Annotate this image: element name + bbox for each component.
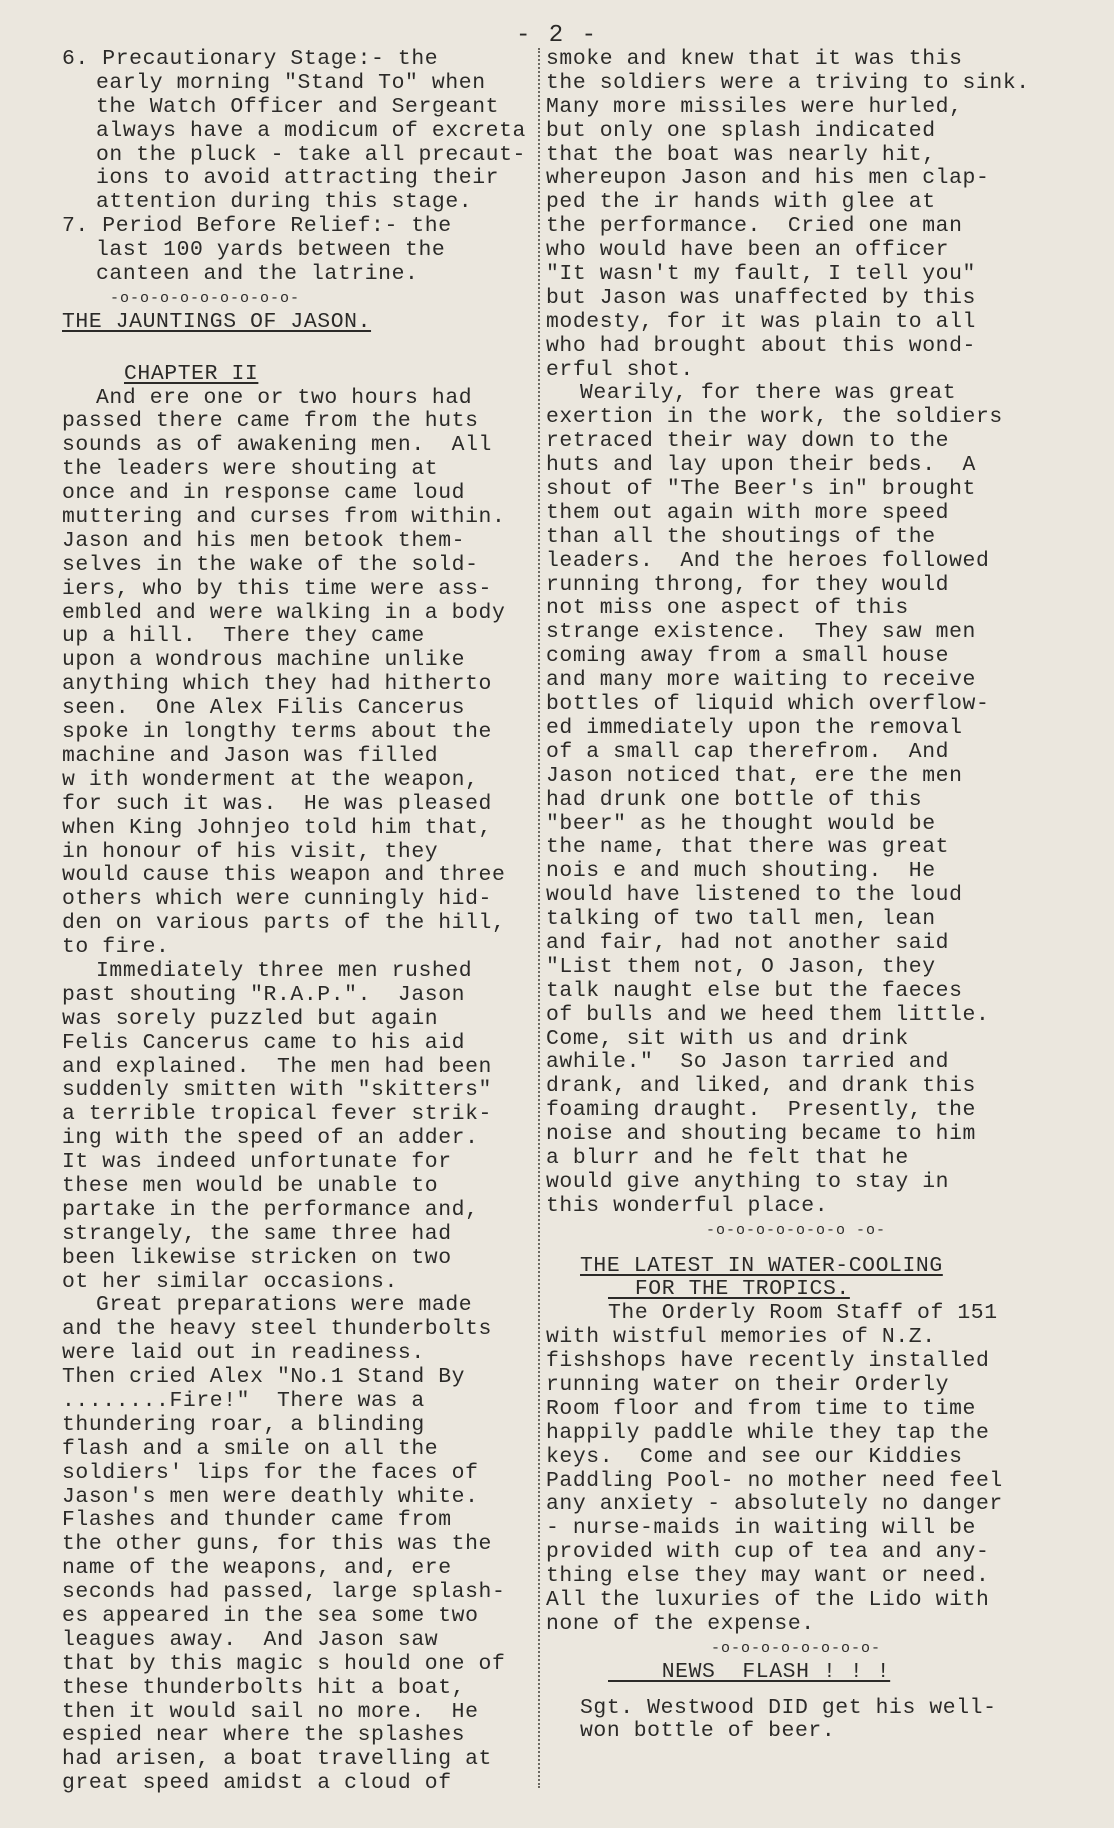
text-line: upon a wondrous machine unlike (62, 648, 466, 673)
text-line: shout of "The Beer's in" brought (546, 477, 976, 502)
text-line: Paddling Pool- no mother need feel (546, 1468, 1003, 1493)
text-line: others which were cunningly hid- (62, 887, 492, 912)
text-line: attention during this stage. (96, 190, 473, 215)
section-heading: NEWS FLASH ! ! ! (608, 1659, 891, 1684)
section-heading: THE LATEST IN WATER-COOLING (580, 1253, 943, 1278)
text-line: huts and lay upon their beds. A (546, 453, 976, 478)
text-line: suddenly smitten with "skitters" (62, 1078, 492, 1103)
text-line: these thunderbolts hit a boat, (62, 1675, 466, 1700)
text-line: been likewise stricken on two (62, 1245, 452, 1270)
text-line: that the boat was nearly hit, (546, 142, 936, 167)
text-line: iers, who by this time were ass- (62, 576, 492, 601)
spacer (62, 335, 540, 363)
spacer (546, 1685, 1046, 1697)
text-line: Room floor and from time to time (546, 1396, 976, 1421)
text-line: selves in the wake of the sold- (62, 552, 479, 577)
text-line: talk naught else but the faeces (546, 978, 963, 1003)
text-line: sounds as of awakening men. All (62, 433, 492, 458)
text-line: would have listened to the loud (546, 883, 963, 908)
text-line: would cause this weapon and three (62, 863, 506, 888)
text-line: foaming draught. Presently, the (546, 1098, 976, 1123)
text-line: nois e and much shouting. He (546, 859, 936, 884)
text-line: then it would sail no more. He (62, 1699, 479, 1724)
text-line: a terrible tropical fever strik- (62, 1102, 492, 1127)
text-line: canteen and the latrine. (96, 262, 419, 287)
page-number: - 2 - (515, 22, 598, 49)
text-line: embled and were walking in a body (62, 600, 506, 625)
text-line: the name, that there was great (546, 835, 950, 860)
text-line: any anxiety - absolutely no danger (546, 1492, 1003, 1517)
text-line: thing else they may want or need. (546, 1564, 990, 1589)
text-line: the performance. Cried one man (546, 214, 963, 239)
spacer (546, 1243, 1046, 1255)
text-line: erful shot. (546, 357, 694, 382)
text-line: would give anything to stay in (546, 1169, 950, 1194)
text-line: bottles of liquid which overflow- (546, 692, 990, 717)
text-line: seen. One Alex Filis Cancerus (62, 696, 466, 721)
text-line: of a small cap therefrom. And (546, 739, 950, 764)
text-line: in honour of his visit, they (62, 839, 439, 864)
text-line: Come, sit with us and drink (546, 1026, 909, 1051)
text-line: partake in the performance and, (62, 1197, 479, 1222)
text-line: espied near where the splashes (62, 1723, 466, 1748)
text-line: smoke and knew that it was this (546, 47, 963, 71)
text-line: exertion in the work, the soldiers (546, 405, 1003, 430)
text-line: It was indeed unfortunate for (62, 1150, 452, 1175)
text-line: anything which they had hitherto (62, 672, 492, 697)
text-line: of bulls and we heed them little. (546, 1002, 990, 1027)
text-line: last 100 yards between the (96, 238, 446, 263)
text-line: thundering roar, a blinding (62, 1412, 425, 1437)
text-line: early morning "Stand To" when (96, 70, 486, 95)
text-line: Flashes and thunder came from (62, 1508, 452, 1533)
text-line: for such it was. He was pleased (62, 791, 492, 816)
text-line: retraced their way down to the (546, 429, 950, 454)
text-line: drank, and liked, and drank this (546, 1074, 976, 1099)
text-line: Immediately three men rushed (96, 958, 473, 983)
text-line: "beer" as he thought would be (546, 811, 936, 836)
text-line: noise and shouting became to him (546, 1122, 976, 1147)
section-heading: CHAPTER II (124, 361, 259, 386)
text-line: ot her similar occasions. (62, 1269, 398, 1294)
text-line: on the pluck - take all precaut- (96, 142, 526, 167)
text-line: soldiers' lips for the faces of (62, 1460, 479, 1485)
text-line: spoke in longthy terms about the (62, 720, 492, 745)
text-line: muttering and curses from within. (62, 505, 506, 530)
text-line: up a hill. There they came (62, 624, 425, 649)
text-line: the other guns, for this was the (62, 1532, 492, 1557)
text-line: ped the ir hands with glee at (546, 190, 936, 215)
text-line: flash and a smile on all the (62, 1436, 439, 1461)
text-line: leagues away. And Jason saw (62, 1627, 439, 1652)
text-line: Wearily, for there was great (580, 381, 957, 406)
text-line: w ith wonderment at the weapon, (62, 767, 479, 792)
text-line: than all the shoutings of the (546, 524, 936, 549)
text-line: them out again with more speed (546, 500, 950, 525)
text-line: ing with the speed of an adder. (62, 1126, 479, 1151)
text-line: ........Fire!" There was a (62, 1388, 425, 1413)
text-line: "List them not, O Jason, they (546, 954, 936, 979)
text-line: fishshops have recently installed (546, 1349, 990, 1374)
text-line: talking of two tall men, lean (546, 907, 936, 932)
text-line: coming away from a small house (546, 644, 950, 669)
text-line: Sgt. Westwood DID get his well- (580, 1695, 997, 1720)
text-line: ions to avoid attracting their (96, 166, 500, 191)
text-line: leaders. And the heroes followed (546, 548, 990, 573)
text-line: Felis Cancerus came to his aid (62, 1030, 466, 1055)
left-column (62, 48, 540, 1796)
text-line: Jason and his men betook them- (62, 528, 466, 553)
separator-line: -o-o-o-o-o-o-o -o- (705, 1221, 887, 1239)
text-line: great speed amidst a cloud of (62, 1771, 452, 1796)
text-line: whereupon Jason and his men clap- (546, 166, 990, 191)
text-line: that by this magic s hould one of (62, 1651, 506, 1676)
text-line: won bottle of beer. (580, 1719, 836, 1744)
section-heading: FOR THE TROPICS. (608, 1277, 850, 1302)
text-line: keys. Come and see our Kiddies (546, 1444, 963, 1469)
text-line: to fire. (62, 935, 170, 960)
text-line: not miss one aspect of this (546, 596, 909, 621)
text-line: es appeared in the sea some two (62, 1604, 479, 1628)
text-line: machine and Jason was filled (62, 743, 439, 768)
text-line: ed immediately upon the removal (546, 715, 963, 740)
text-line: awhile." So Jason tarried and (546, 1050, 950, 1075)
text-line: Many more missiles were hurled, (546, 94, 963, 119)
text-line: provided with cup of tea and any- (546, 1540, 990, 1565)
text-line: but only one splash indicated (546, 118, 936, 143)
text-line: and explained. The men had been (62, 1054, 492, 1079)
text-line: this wonderful place. (546, 1193, 829, 1218)
text-line: these men would be unable to (62, 1173, 439, 1198)
text-line: - nurse-maids in waiting will be (546, 1516, 976, 1541)
text-line: and many more waiting to receive (546, 668, 976, 693)
text-line: strange existence. They saw men (546, 620, 976, 645)
text-line: and the heavy steel thunderbolts (62, 1317, 492, 1342)
text-line: and fair, had not another said (546, 930, 950, 955)
text-line: The Orderly Room Staff of 151 (608, 1301, 998, 1326)
text-line: the soldiers were a triving to sink. (546, 70, 1030, 95)
text-line: past shouting "R.A.P.". Jason (62, 982, 466, 1007)
text-line: Great preparations were made (96, 1293, 473, 1318)
text-line: Then cried Alex "No.1 Stand By (62, 1365, 466, 1390)
text-line: And ere one or two hours had (96, 385, 473, 410)
text-line: none of the expense. (546, 1611, 815, 1636)
text-line: had arisen, a boat travelling at (62, 1747, 492, 1772)
separator-line: -o-o-o-o-o-o-o-o- (710, 1639, 882, 1657)
text-line: Jason noticed that, ere the men (546, 763, 963, 788)
text-line: Jason's men were deathly white. (62, 1484, 479, 1509)
text-line: always have a modicum of excreta (96, 118, 526, 143)
text-line: had drunk one bottle of this (546, 787, 923, 812)
section-heading: THE JAUNTINGS OF JASON. (62, 309, 372, 334)
text-line: the leaders were shouting at (62, 457, 439, 482)
text-line: once and in response came loud (62, 481, 466, 506)
text-line: but Jason was unaffected by this (546, 285, 976, 310)
text-line: seconds had passed, large splash- (62, 1580, 506, 1605)
text-line: 6. Precautionary Stage:- the (62, 47, 439, 71)
text-line: "It wasn't my fault, I tell you" (546, 262, 976, 287)
text-line: running throng, for they would (546, 572, 950, 597)
text-line: running water on their Orderly (546, 1372, 950, 1397)
text-line: who would have been an officer (546, 238, 950, 263)
text-line: was sorely puzzled but again (62, 1006, 439, 1031)
separator-line: -o-o-o-o-o-o-o-o-o- (110, 289, 301, 307)
text-line: strangely, the same three had (62, 1221, 452, 1246)
text-line: happily paddle while they tap the (546, 1420, 990, 1445)
text-line: passed there came from the huts (62, 409, 479, 434)
text-line: den on various parts of the hill, (62, 911, 506, 936)
text-line: who had brought about this wond- (546, 333, 976, 358)
text-line: All the luxuries of the Lido with (546, 1588, 990, 1612)
text-line: were laid out in readiness. (62, 1341, 425, 1366)
text-line: the Watch Officer and Sergeant (96, 94, 500, 119)
text-line: when King Johnjeo told him that, (62, 815, 492, 840)
text-line: modesty, for it was plain to all (546, 309, 976, 334)
text-line: a blurr and he felt that he (546, 1145, 909, 1170)
text-line: with wistful memories of N.Z. (546, 1325, 936, 1350)
text-line: name of the weapons, and, ere (62, 1556, 452, 1581)
right-column (546, 48, 1046, 1744)
text-line: 7. Period Before Relief:- the (62, 214, 452, 239)
